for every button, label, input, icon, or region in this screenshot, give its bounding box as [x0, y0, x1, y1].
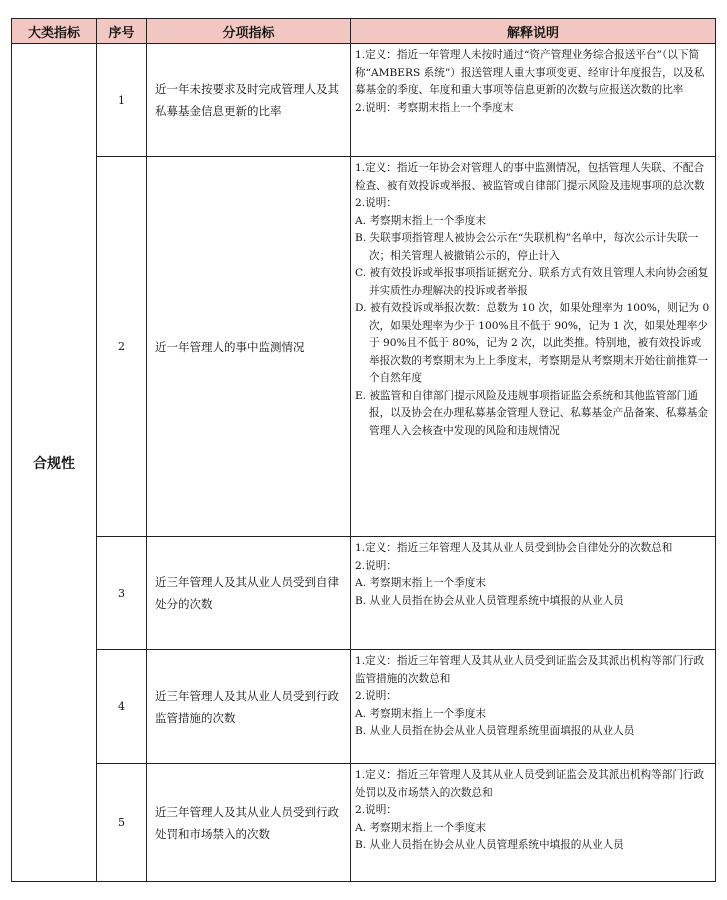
category-cell: 合规性	[12, 44, 97, 882]
row-number: 4	[97, 650, 147, 764]
explanation-line: 2.说明：	[355, 804, 397, 816]
explanation-line: 1.定义：指近三年管理人及其从业人员受到协会自律处分的次数总和	[355, 542, 673, 554]
explanation-cell	[351, 44, 716, 157]
explanation-line: A. 考察期末指上一个季度末	[355, 577, 486, 589]
header-category: 大类指标	[12, 19, 97, 44]
explanation-cell	[351, 537, 716, 650]
explanation-line: 2.说明：	[355, 197, 397, 209]
explanation-line: D. 被有效投诉或举报次数：总数为 10 次，如果处理率为 100%，则记为 0 次，如果处理率为少于 100%且不低于 90%，记为 1 次，如果处理率少于 90%且不低于 80%，记为 2 次，以此类推。特别地，被有效投诉或举报次数的考察期末为上上季度末，考察期是从考察期末开始往前推算一个自然年度	[355, 302, 710, 384]
explanation-line: C. 被有效投诉或举报事项指证据充分、联系方式有效且管理人未向协会函复并实质性办理解决的投诉或者举报	[355, 267, 709, 297]
explanation-line: 1.定义：指近三年管理人及其从业人员受到证监会及其派出机构等部门行政监管措施的次数总和	[355, 655, 705, 685]
explanation-line: A. 考察期末指上一个季度末	[355, 707, 486, 720]
header-sub-indicator: 分项指标	[147, 19, 351, 44]
explanation-line: 2.说明：考察期末指上一个季度末	[355, 101, 514, 114]
sub-indicator-name: 近三年管理人及其从业人员受到行政处罚和市场禁入的次数	[147, 764, 351, 882]
explanation-line: A. 考察期末指上一个季度末	[355, 821, 486, 834]
indicator-document	[11, 18, 715, 882]
explanation-cell	[351, 157, 716, 537]
explanation-line: 1.定义：指近一年管理人未按时通过“资产管理业务综合报送平台”（以下简称“AMBERS 系统”）报送管理人重大事项变更、经审计年度报告，以及私募基金的季度、年度和重大事项等信息更新的次数与应报送次数的比率	[355, 49, 705, 96]
sub-indicator-name: 近一年未按要求及时完成管理人及其私募基金信息更新的比率	[147, 44, 351, 157]
explanation-line: 2.说明：	[355, 690, 397, 702]
sub-indicator-name: 近三年管理人及其从业人员受到自律处分的次数	[147, 537, 351, 650]
table-row	[12, 764, 716, 882]
table-row	[12, 650, 716, 764]
explanation-line: B. 从业人员指在协会从业人员管理系统里面填报的从业人员	[355, 725, 635, 737]
explanation-line: 2.说明：	[355, 559, 397, 572]
row-number: 3	[97, 537, 147, 650]
explanation-line: B. 失联事项指管理人被协会公示在“失联机构”名单中，每次公示计失联一次；相关管理人被撤销公示的，停止计入	[355, 232, 699, 262]
explanation-line: 1.定义：指近一年协会对管理人的事中监测情况，包括管理人失联、不配合检查、被有效投诉或举报、被监管或自律部门提示风险及违规事项的总次数	[355, 162, 705, 192]
explanation-line: E. 被监管和自律部门提示风险及违规事项指证监会系统和其他监管部门通报，以及协会在办理私募基金管理人登记、私募基金产品备案、私募基金管理人入会核查中发现的风险和违规情况	[355, 389, 708, 437]
row-number: 2	[97, 157, 147, 537]
explanation-cell	[351, 764, 716, 882]
explanation-line: B. 从业人员指在协会从业人员管理系统中填报的从业人员	[355, 594, 624, 607]
sub-indicator-name: 近一年管理人的事中监测情况	[147, 157, 351, 537]
explanation-line: A. 考察期末指上一个季度末	[355, 214, 486, 227]
table-row	[12, 157, 716, 537]
explanation-cell	[351, 650, 716, 764]
table-row	[12, 537, 716, 650]
header-explanation: 解释说明	[351, 19, 716, 44]
sub-indicator-name: 近三年管理人及其从业人员受到行政监管措施的次数	[147, 650, 351, 764]
header-number: 序号	[97, 19, 147, 44]
indicator-table	[11, 18, 716, 882]
table-header-row	[12, 19, 716, 44]
explanation-line: B. 从业人员指在协会从业人员管理系统中填报的从业人员	[355, 839, 624, 851]
table-row	[12, 44, 716, 157]
row-number: 5	[97, 764, 147, 882]
row-number: 1	[97, 44, 147, 157]
explanation-line: 1.定义：指近三年管理人及其从业人员受到证监会及其派出机构等部门行政处罚以及市场禁入的次数总和	[355, 769, 705, 799]
